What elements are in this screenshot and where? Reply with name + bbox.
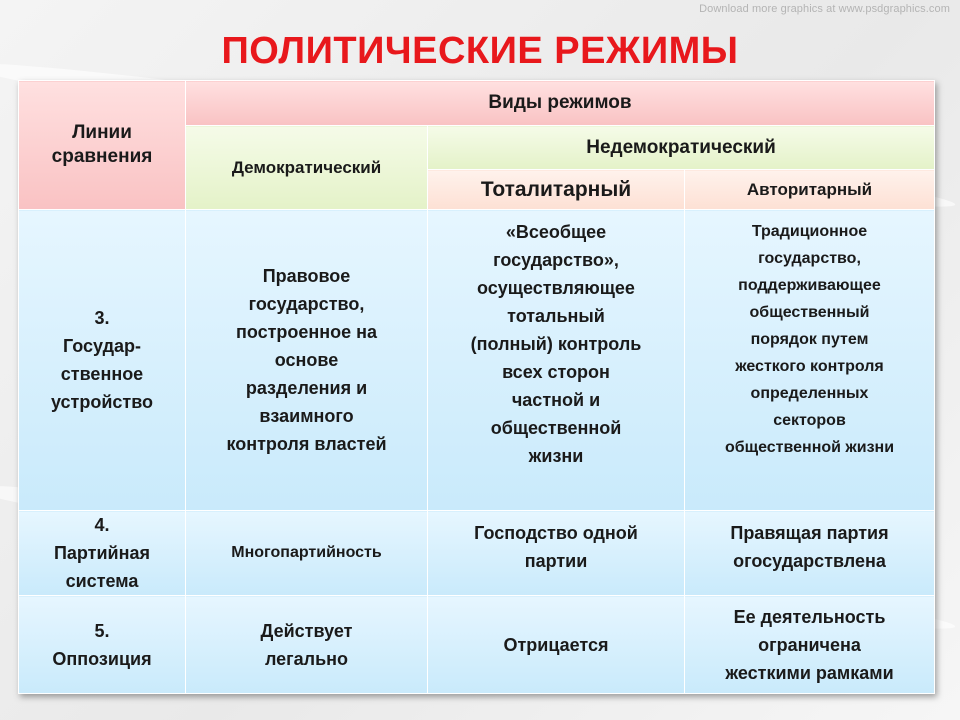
comparison-line-cell: 5. Оппозиция — [19, 596, 186, 694]
democratic-cell: Действует легально — [186, 596, 428, 694]
comparison-line-cell: 3. Государ- ственное устройство — [19, 210, 186, 511]
authoritarian-cell: Традиционное государство, поддерживающее общественный порядок путем жесткого контроля определенных секторов общественной жизни — [685, 210, 935, 511]
table-row — [19, 511, 935, 596]
regime-types-header: Виды режимов — [186, 81, 935, 126]
authoritarian-cell: Правящая партия огосударствлена — [685, 511, 935, 596]
democratic-cell: Многопартийность — [186, 511, 428, 596]
table-row — [19, 596, 935, 694]
comparison-table — [18, 80, 935, 694]
totalitarian-cell: Господство одной партии — [428, 511, 685, 596]
authoritarian-cell: Ее деятельность ограничена жесткими рамками — [685, 596, 935, 694]
nondemocratic-header: Недемократический — [428, 126, 935, 170]
totalitarian-header: Тоталитарный — [428, 170, 685, 210]
page-title: ПОЛИТИЧЕСКИЕ РЕЖИМЫ — [221, 30, 739, 72]
comparison-line-cell: 4. Партийная система — [19, 511, 186, 596]
comparison-lines-header: Линии сравнения — [19, 81, 186, 210]
totalitarian-cell: «Всеобщее государство», осуществляющее тотальный (полный) контроль всех сторон частной и общественной жизни — [428, 210, 685, 511]
totalitarian-cell: Отрицается — [428, 596, 685, 694]
democratic-header: Демократический — [186, 126, 428, 210]
watermark: Download more graphics at www.psdgraphics.com — [699, 3, 950, 15]
table-row — [19, 210, 935, 511]
authoritarian-header: Авторитарный — [685, 170, 935, 210]
democratic-cell: Правовое государство, построенное на основе разделения и взаимного контроля властей — [186, 210, 428, 511]
